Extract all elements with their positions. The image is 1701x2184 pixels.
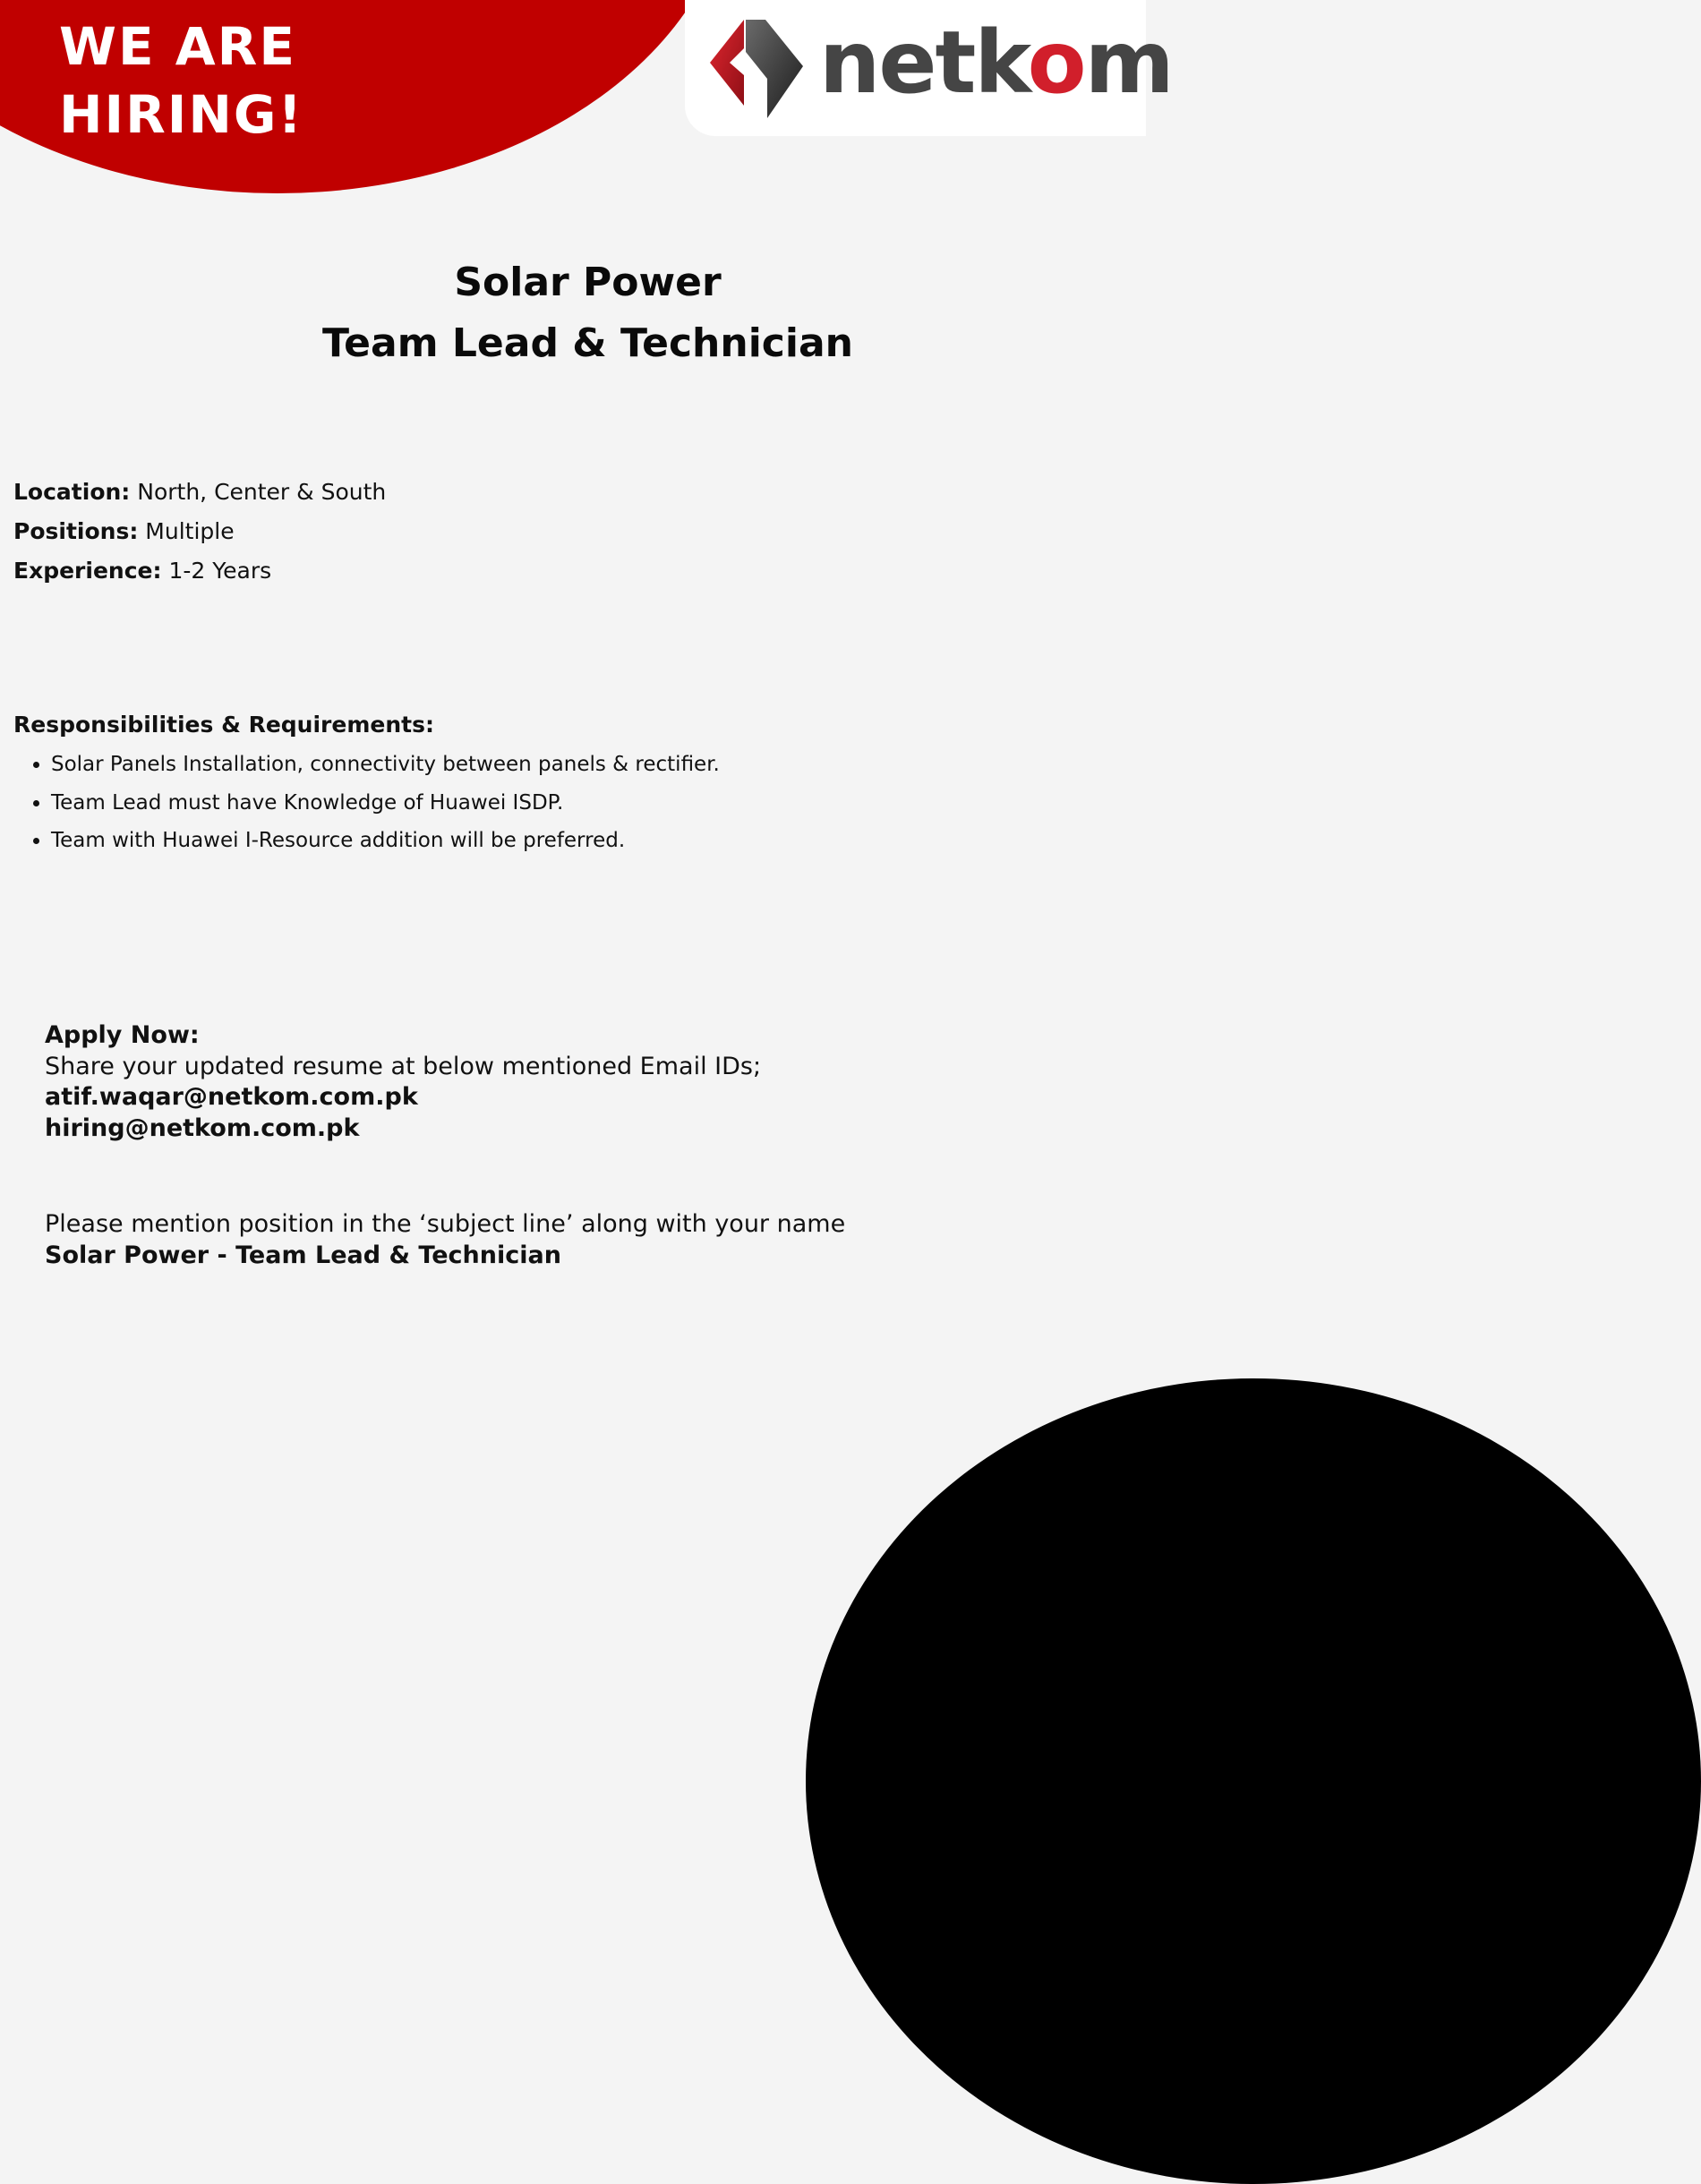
netkom-wordmark: netkom [819,13,1173,113]
email-link-hiring[interactable]: hiring@netkom.com.pk [45,1113,360,1142]
netkom-n-logo-icon [706,16,807,122]
list-item: • Solar Panels Installation, connectivity between panels & rectifier. [51,746,720,784]
job-title-line2: Team Lead & Technician [322,320,853,366]
logo-card [685,0,1173,136]
job-title [0,252,1175,374]
apply-instruction: Share your updated resume at below mentioned Email IDs; [45,1052,762,1080]
detail-location: Location: North, Center & South [13,479,387,505]
job-details [13,473,386,591]
detail-positions: Positions: Multiple [13,518,235,544]
apply-heading: Apply Now: [45,1021,200,1049]
list-item: • Team Lead must have Knowledge of Huawei ISDP. [51,784,720,823]
list-item: • Team with Huawei I-Resource addition will be preferred. [51,822,720,860]
responsibilities-heading: Responsibilities & Requirements: [13,712,434,738]
hiring-banner: WE ARE HIRING! [59,16,303,145]
responsibilities-list [13,746,720,860]
subject-line-value: Solar Power - Team Lead & Technician [45,1241,561,1269]
subject-instruction: Please mention position in the ‘subject line’ along with your name [45,1210,846,1238]
black-corner-shape [806,1378,1701,2184]
job-title-line1: Solar Power [454,260,722,305]
email-link-atif[interactable]: atif.waqar@netkom.com.pk [45,1083,418,1111]
subject-note [45,1209,845,1271]
apply-section [45,1020,761,1144]
detail-experience: Experience: 1-2 Years [13,558,272,584]
